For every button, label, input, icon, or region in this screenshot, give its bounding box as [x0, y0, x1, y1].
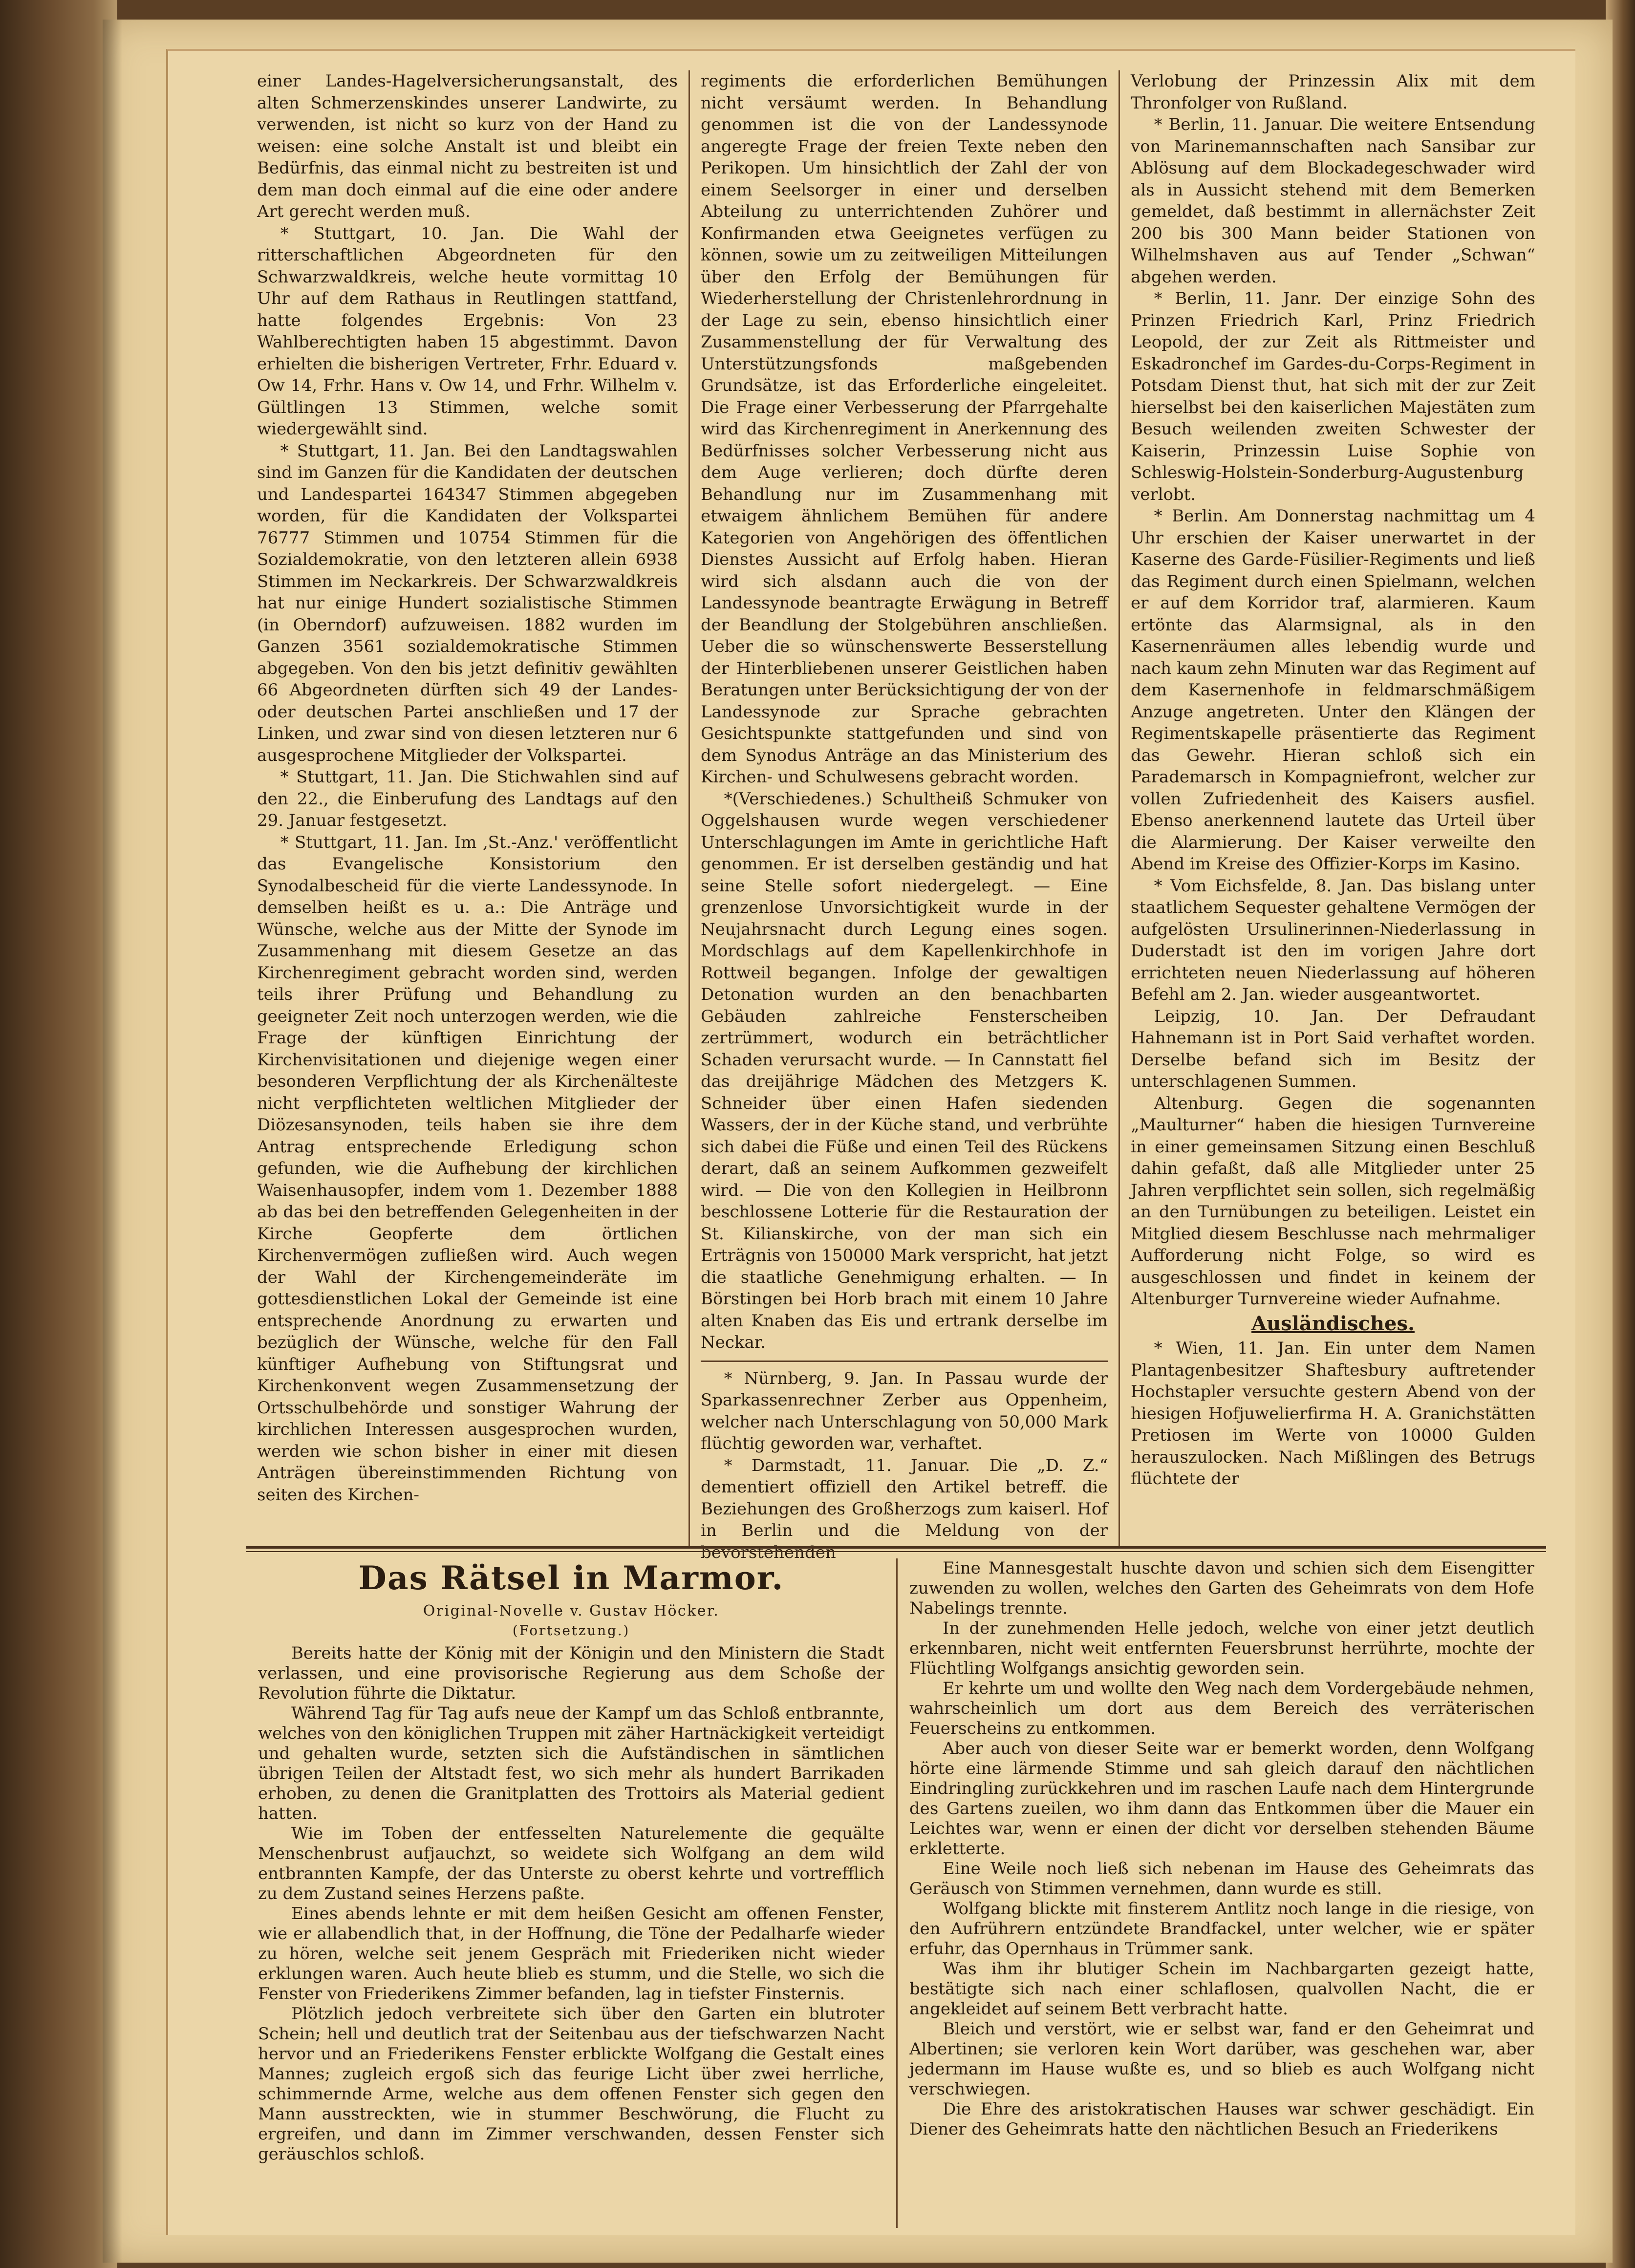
section-rule [701, 1361, 1108, 1362]
story-text-2 [909, 1558, 1534, 2139]
news-columns [246, 70, 1546, 1562]
news-paragraph: einer Landes-Hagelversicherungsanstalt, des alten Schmerzenskindes unserer Landwirte, zu verwenden, ist nicht so kurz von der Hand zu weisen: eine solche Anstalt ist und bleibt ein Bedürfnis, das einmal nicht zu bestreiten ist und dem man doch einmal auf die eine oder andere Art gerecht werden muß. [257, 71, 678, 221]
news-paragraph: * Wien, 11. Jan. Ein unter dem Namen Plantagenbesitzer Shaftesbury auftretender Hochstapler versuchte gestern Abend von der hiesigen Hofjuwelierfirma H. A. Granichstätten Pretiosen im Werte von 10000 Gulden herauszulocken. Nach Mißlingen des Betrugs flüchtete der [1131, 1339, 1535, 1489]
feuilleton-section [246, 1558, 1546, 2228]
feuilleton-column-2 [896, 1558, 1546, 2228]
story-paragraph: Er kehrte um und wollte den Weg nach dem Vordergebäude nehmen, wahrscheinlich um dort aus dem Bereich des verräterischen Feuerscheins zu entkommen. [909, 1679, 1534, 1738]
news-paragraph: * Nürnberg, 9. Jan. In Passau wurde der Sparkassenrechner Zerber aus Oppenheim, welcher nach Unterschlagung von 50,000 Mark flüchtig geworden war, verhaftet. [701, 1368, 1108, 1453]
news-paragraph: * Stuttgart, 11. Jan. Bei den Landtagswahlen sind im Ganzen für die Kandidaten der deutschen und Landespartei 164347 Stimmen abgegeben worden, für die Kandidaten der Volkspartei 76777 Stimmen und 10754 Stimmen für die Sozialdemokratie, von den letzteren allein 6938 Stimmen im Neckarkreis. Der Schwarzwaldkreis hat nur einige Hundert sozialistische Stimmen (in Oberndorf) aufzuweisen. 1882 wurden im Ganzen 3561 sozialdemokratische Stimmen abgegeben. Von den bis jetzt definitiv gewählten 66 Abgeordneten dürften sich 49 der Landes- oder deutschen Partei anschließen und 17 der Linken, und zwar sind von diesen letzteren nur 6 ausgesprochene Mitglieder der Volkspartei. [257, 441, 678, 765]
story-paragraph: Bleich und verstört, wie er selbst war, fand er den Geheimrat und Albertinen; sie verloren kein Wort darüber, was geschehen war, aber jedermann im Hause wußte es, und so blieb es auch Wolfgang nicht verschwiegen. [909, 2019, 1534, 2099]
book-binding-left [0, 0, 117, 2268]
page-print-area [166, 49, 1575, 2235]
news-paragraph: * Stuttgart, 10. Jan. Die Wahl der ritterschaftlichen Abgeordneten für den Schwarzwaldkreis, welche heute vormittag 10 Uhr auf dem Rathaus in Reutlingen stattfand, hatte folgendes Ergebnis: Von 23 Wahlberechtigten haben 15 abgestimmt. Davon erhielten die bisherigen Vertreter, Frhr. Eduard v. Ow 14, Frhr. Hans v. Ow 14, und Frhr. Wilhelm v. Gültlingen 13 Stimmen, welche somit wiedergewählt sind. [257, 223, 678, 439]
story-paragraph: Eine Mannesgestalt huschte davon und schien sich dem Eisengitter zuwenden zu wollen, welches den Garten des Geheimrats von dem Hofe Nabelings trennte. [909, 1558, 1534, 1618]
news-paragraph: * Berlin. Am Donnerstag nachmittag um 4 Uhr erschien der Kaiser unerwartet in der Kaserne des Garde-Füsilier-Regiments und ließ das Regiment durch einen Spielmann, welchen er auf dem Korridor traf, alarmieren. Kaum ertönte das Alarmsignal, als in den Kasernenräumen alles lebendig wurde und nach kaum zehn Minuten war das Regiment auf dem Kasernenhofe in feldmarschmäßigem Anzuge angetreten. Unter den Klängen der Regimentskapelle präsentierte das Regiment das Gewehr. Hieran schloß sich ein Parademarsch in Kompagniefront, welcher zur vollen Zufriedenheit des Kaisers ausfiel. Ebenso anerkennend lautete das Urteil über die Alarmierung. Der Kaiser verweilte den Abend im Kreise des Offizier-Korps im Kasino. [1131, 506, 1535, 874]
story-paragraph: Was ihm ihr blutiger Schein im Nachbargarten gezeigt hatte, bestätigte sich nach einer schlaflosen, qualvollen Nacht, die er angekleidet auf seinem Bett verbracht hatte. [909, 1959, 1534, 2019]
news-paragraph: * Vom Eichsfelde, 8. Jan. Das bislang unter staatlichem Sequester gehaltene Vermögen der aufgelösten Ursulinerinnen-Niederlassung in Duderstadt ist den im vorigen Jahre dort errichteten neuen Niederlassung auf höheren Befehl am 2. Jan. wieder ausgeantwortet. [1131, 876, 1535, 1004]
story-text-1 [258, 1643, 884, 2164]
feuilleton-divider-thin [246, 1551, 1546, 1552]
section-heading: Ausländisches. [1251, 1312, 1415, 1335]
news-paragraph: * Stuttgart, 11. Jan. Im ‚St.-Anz.' veröffentlicht das Evangelische Konsistorium den Synodalbescheid für die vierte Landessynode. In demselben heißt es u. a.: Die Anträge und Wünsche, welche aus der Mitte der Synode im Zusammenhang mit diesem Gesetze an das Kirchenregiment gebracht worden sind, werden teils ihrer Prüfung und Behandlung zu geeigneter Zeit noch unterzogen werden, wie die Frage der künftigen Einrichtung der Kirchenvisitationen und diejenige wegen einer besonderen Verpflichtung der als Kirchenälteste nicht verpflichteten weltlichen Mitglieder der Diözesansynoden, teils haben sie ihre dem Antrag entsprechende Erledigung schon gefunden, wie die Aufhebung der kirchlichen Waisenhausopfer, indem vom 1. Dezember 1888 ab das bei den betreffenden Gelegenheiten in der Kirche Geopferte dem örtlichen Kirchenvermögen zufließen wird. Auch wegen der Wahl der Kirchengemeinderäte im gottesdienstlichen Lokal der Gemeinde ist eine entsprechende Anordnung zu erwarten und bezüglich der Wünsche, welche für den Fall künftiger Aufhebung von Stiftungsrat und Kirchenkonvent wegen Zusammensetzung der Ortsschulbehörde und sonstiger Wahrung der kirchlichen Interessen ausgesprochen wurden, werden wie schon bisher in einer mit diesen Anträgen übereinstimmenden Richtung von seiten des Kirchen- [257, 832, 678, 1505]
news-column-2 [688, 70, 1119, 1562]
news-paragraph: regiments die erforderlichen Bemühungen nicht versäumt werden. In Behandlung genommen ist die von der Landessynode angeregte Frage der freien Texte neben den Perikopen. Um hinsichtlich der Zahl der von einem Seelsorger in einer und derselben Abteilung zu unterrichtenden Zuhörer und Konfirmanden etwa Geeignetes verfügen zu können, sowie um zu zeitweiligen Mitteilungen über den Erfolg der Bemühungen für Wiederherstellung der Christenlehrordnung in der Lage zu sein, ebenso hinsichtlich einer Zusammenstellung der für Verwaltung des Unterstützungsfonds maßgebenden Grundsätze, ist das Erforderliche eingeleitet. Die Frage einer Verbesserung der Pfarrgehalte wird das Kirchenregiment in Anerkennung des Bedürfnisses solcher Verbesserung nicht aus dem Auge verlieren; doch dürfte deren Behandlung nur im Zusammenhang mit etwaigem ähnlichem Bemühen für andere Kategorien von Angehörigen des öffentlichen Dienstes Aussicht auf Erfolg haben. Hieran wird sich alsdann auch die von der Landessynode beantragte Erwägung in Betreff der Beandlung der Stolgebühren anschließen. Ueber die so wünschenswerte Besserstellung der Hinterbliebenen unserer Geistlichen haben Beratungen unter Berücksichtigung der von der Landessynode zur Sprache gebrachten Gesichtspunkte stattgefunden und sind von dem Synodus Anträge an das Ministerium des Kirchen- und Schulwesens gebracht worden. [701, 71, 1108, 787]
news-column-3 [1119, 70, 1546, 1546]
news-paragraph: *(Verschiedenes.) Schultheiß Schmuker von Oggelshausen wurde wegen verschiedener Unterschlagungen im Amte in gerichtliche Haft genommen. Er ist derselben geständig und hat seine Stelle sofort niedergelegt. — Eine grenzenlose Unvorsichtigkeit wurde in der Neujahrsnacht durch Legung eines sogen. Mordschlags auf dem Kapellenkirchhofe in Rottweil begangen. Infolge der gewaltigen Detonation wurden an den benachbarten Gebäuden zahlreiche Fensterscheiben zertrümmert, wodurch ein beträchtlicher Schaden verursacht wurde. — In Cannstatt fiel das dreijährige Mädchen des Metzgers K. Schneider über einen Hafen siedenden Wassers, der in der Küche stand, und verbrühte sich dabei die Füße und einen Teil des Rückens derart, daß an seinem Aufkommen gezweifelt wird. — Die von den Kollegien in Heilbronn beschlossene Lotterie für die Restauration der St. Kilianskirche, von der man sich ein Erträgnis von 150000 Mark verspricht, hat jetzt die staatliche Genehmigung erhalten. — In Börstingen bei Horb brach mit einem 10 Jahre alten Knaben das Eis und ertrank derselbe im Neckar. [701, 789, 1108, 1352]
story-title: Das Rätsel in Marmor. [358, 1559, 784, 1597]
news-paragraph: Altenburg. Gegen die sogenannten „Maulturner“ haben die hiesigen Turnvereine in einer gemeinsamen Sitzung einen Beschluß dahin gefaßt, daß alle Mitglieder unter 25 Jahren verpflichtet sein sollen, sich regelmäßig an den Turnübungen zu beteiligen. Leistet ein Mitglied diesem Beschlusse nach mehrmaliger Aufforderung nicht Folge, so wird es ausgeschlossen und findet in keinem der Altenburger Turnvereine wieder Aufnahme. [1131, 1093, 1535, 1309]
story-paragraph: Aber auch von dieser Seite war er bemerkt worden, denn Wolfgang hörte eine lärmende Stimme und sah gleich darauf den nächtlichen Eindringling zurückkehren und im raschen Laufe nach dem Hintergrunde des Gartens zueilen, wo ihm dann das Entkommen über die Mauer ein Leichtes war, wenn er einen der dicht vor derselben stehenden Bäume erkletterte. [909, 1739, 1534, 1858]
news-paragraph: * Stuttgart, 11. Jan. Die Stichwahlen sind auf den 22., die Einberufung des Landtags auf den 29. Januar festgesetzt. [257, 767, 678, 830]
story-paragraph: Während Tag für Tag aufs neue der Kampf um das Schloß entbrannte, welches von den königlichen Truppen mit zäher Hartnäckigkeit verteidigt und gehalten wurde, setzten sich die Aufständischen in sämtlichen übrigen Teilen der Altstadt fest, wo sich mehr als hundert Barrikaden erhoben, zu denen die Granitplatten des Trottoirs als Material gedient hatten. [258, 1704, 884, 1823]
news-column-1 [246, 70, 688, 1546]
news-paragraph: * Darmstadt, 11. Januar. Die „D. Z.“ dementiert offiziell den Artikel betreff. die Beziehungen des Großherzogs zum kaiserl. Hof in Berlin und die Meldung von der bevorstehenden [701, 1455, 1108, 1562]
story-byline: Original-Novelle v. Gustav Höcker. [423, 1602, 720, 1620]
story-paragraph: Wie im Toben der entfesselten Naturelemente die gequälte Menschenbrust aufjauchzt, so weidete sich Wolfgang an dem wild entbrannten Kampfe, der das Unterste zu oberst kehrte und vortrefflich zu dem Zustand seines Herzens paßte. [258, 1824, 884, 1903]
story-paragraph: Bereits hatte der König mit der Königin und den Ministern die Stadt verlassen, und eine provisorische Regierung aus dem Schoße der Revolution führte die Diktatur. [258, 1643, 884, 1703]
feuilleton-column-1 [246, 1558, 896, 2228]
news-paragraph: * Berlin, 11. Januar. Die weitere Entsendung von Marinemannschaften nach Sansibar zur Ablösung auf dem Blockadegeschwader wird als in Aussicht stehend mit dem Bemerken gemeldet, daß bestimmt in allernächster Zeit 200 bis 300 Mann beider Stationen von Wilhelmshaven aus auf Tender „Schwan“ abgehen werden. [1131, 115, 1535, 287]
story-paragraph: Eine Weile noch ließ sich nebenan im Hause des Geheimrats das Geräusch von Stimmen vernehmen, dann wurde es still. [909, 1859, 1534, 1899]
page-fold-shadow [103, 20, 122, 2263]
news-paragraph: Leipzig, 10. Jan. Der Defraudant Hahnemann ist in Port Said verhaftet worden. Derselbe befand sich im Besitz der unterschlagenen Summen. [1131, 1006, 1535, 1091]
feuilleton-divider [246, 1546, 1546, 1549]
story-continued-note: (Fortsetzung.) [512, 1622, 630, 1639]
story-paragraph: In der zunehmenden Helle jedoch, welche von einer jetzt deutlich erkennbaren, nicht weit entfernten Feuersbrunst herrührte, mochte der Flüchtling Wolfgangs ansichtig geworden sein. [909, 1619, 1534, 1678]
newspaper-page [103, 20, 1613, 2263]
news-paragraph: Verlobung der Prinzessin Alix mit dem Thronfolger von Rußland. [1131, 71, 1535, 113]
story-paragraph: Eines abends lehnte er mit dem heißen Gesicht am offenen Fenster, wie er allabendlich that, in der Hoffnung, die Töne der Pedalharfe wieder zu hören, welche seit jenem Gespräch mit Friederiken nicht wieder erklungen waren. Auch heute blieb es stumm, und die Stelle, wo sich die Fenster von Friederikens Zimmer befanden, lag in tiefster Finsternis. [258, 1904, 884, 2004]
story-paragraph: Wolfgang blickte mit finsterem Antlitz noch lange in die riesige, von den Aufrührern entzündete Brandfackel, unter welcher, wie er später erfuhr, das Opernhaus in Trümmer sank. [909, 1899, 1534, 1959]
story-paragraph: Plötzlich jedoch verbreitete sich über den Garten ein blutroter Schein; hell und deutlich trat der Seitenbau aus der tiefschwarzen Nacht hervor und an Friederikens Fenster erblickte Wolfgang die Gestalt eines Mannes; zugleich ergoß sich das feurige Licht über zwei herrliche, schimmernde Arme, welche aus dem offenen Fenster sich gegen den Mann ausstreckten, wie in stummer Beschwörung, die Flucht zu ergreifen, und dann im Zimmer verschwanden, dessen Fenster sich geräuschlos schloß. [258, 2004, 884, 2164]
news-paragraph: * Berlin, 11. Janr. Der einzige Sohn des Prinzen Friedrich Karl, Prinz Friedrich Leopold, der zur Zeit als Rittmeister und Eskadronchef im Gardes-du-Corps-Regiment in Potsdam Dienst thut, hat sich mit der zur Zeit hierselbst bei den kaiserlichen Majestäten zum Besuch weilenden zweiten Schwester der Kaiserin, Prinzessin Luise Sophie von Schleswig-Holstein-Sonderburg-Augustenburg verlobt. [1131, 289, 1535, 504]
story-paragraph: Die Ehre des aristokratischen Hauses war schwer geschädigt. Ein Diener des Geheimrats hatte den nächtlichen Besuch an Friederikens [909, 2099, 1534, 2139]
